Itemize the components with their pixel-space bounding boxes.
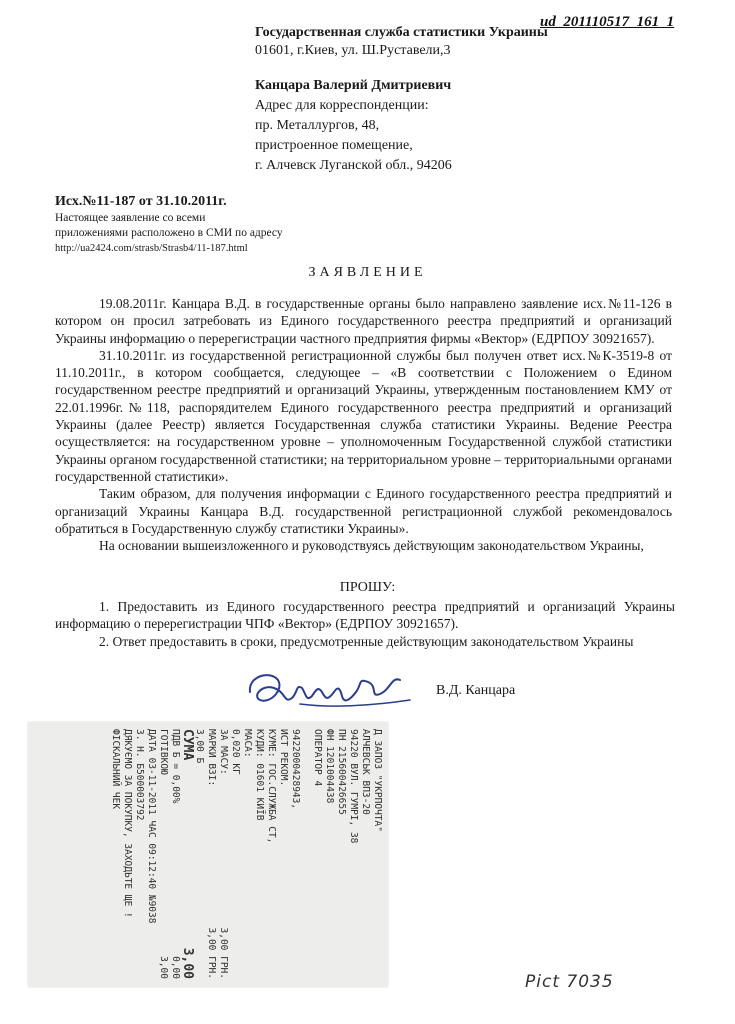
receipt-line: ФІСКАЛЬНИЙ ЧЕК bbox=[110, 729, 121, 810]
document-title: ЗАЯВЛЕНИЕ bbox=[308, 265, 427, 280]
request-item-1: 1. Предоставить из Единого государственного реестра предприятий и организаций Украины информацию о перерегистрации ЧПФ «Вектор» (ЕДРПОУ 30921657). bbox=[55, 599, 675, 632]
outgoing-url: http://ua2424.com/strasb/Strasb4/11-187.html bbox=[55, 243, 248, 254]
receipt-text bbox=[33, 729, 383, 979]
receipt-line: СУМА bbox=[180, 729, 195, 761]
request-list bbox=[55, 598, 675, 650]
sender-premises: пристроенное помещение, bbox=[255, 138, 413, 153]
receipt-line: ДАТА 03-11-2011 ЧАС 09:12:40 №9038 bbox=[146, 729, 157, 924]
receipt-line: Д ЗАПОЗ "УКРПОЧТА" bbox=[372, 729, 383, 832]
document-id: ud_201110517_161_1 bbox=[540, 14, 675, 30]
receipt-line: ГОТІВКОЮ bbox=[158, 729, 169, 775]
receipt-line: КУМЕ: ГОС.СЛУЖБА СТ, bbox=[266, 729, 277, 844]
sender-street: пр. Металлургов, 48, bbox=[255, 118, 380, 133]
body-paragraph-1: 19.08.2011г. Канцара В.Д. в государственные органы было направлено заявление исх.№11-126 в котором он просил затребовать из Единого государственного реестра предприятий и организаций Украины информацию о перерегистрации частного предприятия фирмы «Вектор» (ЕДРПОУ 30921657). bbox=[55, 296, 672, 346]
handwritten-signature bbox=[240, 664, 420, 714]
signer-name: В.Д. Канцара bbox=[436, 683, 516, 698]
receipt-line: 0,020 КГ bbox=[230, 729, 241, 775]
receipt-line: ДЯКУЄМО ЗА ПОКУПКУ, ЗАХОДЬТЕ ЩЕ ! bbox=[122, 729, 133, 918]
receipt-line: МАРКИ ВЗІ: bbox=[206, 729, 217, 787]
receipt-line: 3,00 Б bbox=[194, 729, 205, 764]
sender-name: Канцара Валерий Дмитриевич bbox=[255, 78, 452, 93]
sender-city: г. Алчевск Луганской обл., 94206 bbox=[255, 158, 452, 173]
outgoing-note-1: Настоящее заявление со всеми bbox=[55, 212, 206, 224]
receipt-value: 0,00 bbox=[170, 956, 181, 979]
receipt-line: ПДВ Б = 0,00% bbox=[170, 729, 181, 804]
receipt-value: 3,00 ГРН. bbox=[206, 927, 217, 979]
receipt-line: МАСА: bbox=[242, 729, 253, 758]
receipt-line: З. Н. Б500003792 bbox=[134, 729, 145, 821]
sender-block bbox=[255, 76, 452, 176]
addressee-block bbox=[255, 24, 548, 60]
receipt-line: КУДИ: 01601 КИЇВ bbox=[254, 729, 265, 821]
receipt-line: ИСТ РЕКОМ. bbox=[278, 729, 289, 787]
request-heading: ПРОШУ: bbox=[339, 580, 396, 595]
request-item-2: 2. Ответ предоставить в сроки, предусмотренные действующим законодательством Украины bbox=[99, 633, 634, 649]
body-paragraph-3: Таким образом, для получения информации с Единого государственного реестра предприятий и организаций Украины Канцара В.Д. государственной регистрационной службой рекомендовалось обратиться в Государственную службу статистики Украины». bbox=[55, 486, 672, 536]
receipt-line: 9422000428943, bbox=[290, 729, 301, 810]
outgoing-note-2: приложениями расположено в СМИ по адресу bbox=[55, 227, 283, 239]
receipt-line: АЛЧЕВСЬК ВПЗ-20 bbox=[360, 729, 371, 815]
addressee-org: Государственная служба статистики Украины bbox=[255, 25, 548, 40]
receipt-total: 3,00 bbox=[180, 947, 195, 979]
outgoing-ref: Исх.№11-187 от 31.10.2011г. bbox=[55, 194, 227, 209]
body-paragraph-4: На основании вышеизложенного и руководствуясь действующим законодательством Украины, bbox=[99, 538, 644, 554]
receipt-line: 94220 ВУЛ. ГУМРІ, 38 bbox=[348, 729, 359, 844]
receipt-line: ФН 1201004438 bbox=[324, 729, 335, 804]
addressee-address: 01601, г.Киев, ул. Ш.Руставели,3 bbox=[255, 43, 451, 58]
receipt-line: ЗА МАСУ: bbox=[218, 729, 229, 775]
outgoing-block bbox=[55, 193, 283, 256]
receipt-line: ОПЕРАТОР 4 bbox=[312, 729, 323, 787]
receipt-value: 3,00 bbox=[158, 956, 169, 979]
statement-body bbox=[55, 295, 672, 554]
handwritten-note: Pict 7035 bbox=[525, 972, 614, 992]
sender-address-label: Адрес для корреспонденции: bbox=[255, 98, 429, 113]
body-paragraph-2: 31.10.2011г. из государственной регистрационной службы был получен ответ исх.№К-3519-8 от 11.10.2011г., в котором сообщается, следующее – «В соответствии с Положением о Едином государственном реестре предприятий и организаций Украины, утвержденным постановлением КМУ от 22.01.1996г.№118, распорядителем Единого государственного реестра предприятий и организаций Украины (далее Реестр) является Государственная служба статистики Украины. Ведение Реестра осуществляется: на государственном уровне – уполномоченным Государственной службой статистики Украины органом государственной статистики; на территориальном уровне – территориальными органами государственной статистики». bbox=[55, 347, 672, 484]
postal-receipt bbox=[28, 722, 388, 987]
receipt-line: ПН 215600426655 bbox=[336, 729, 347, 815]
receipt-value: 3,00 ГРН. bbox=[218, 927, 229, 979]
